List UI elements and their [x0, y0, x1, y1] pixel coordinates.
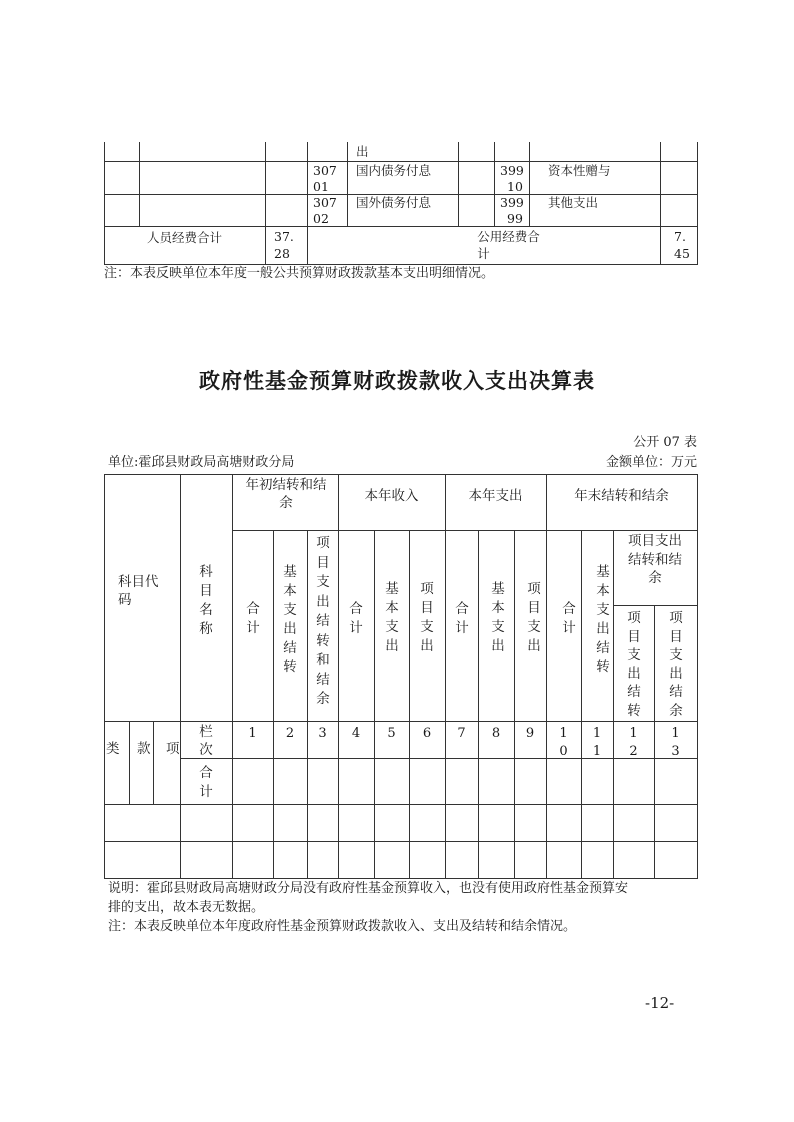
- header-closing-project-carry: 项目支出结转: [627, 610, 641, 719]
- vline: [153, 721, 154, 804]
- column-number-11: 1 1: [592, 726, 602, 759]
- vline: [338, 474, 339, 879]
- header-income-project: 项目支出: [420, 581, 434, 654]
- top-row-2-name-a: 国外债务付息: [356, 195, 432, 210]
- header-closing-total: 合计: [562, 601, 576, 636]
- hline: [104, 804, 698, 805]
- explanation-line-2: 排的支出，故本表无数据。: [108, 900, 265, 915]
- top-row-2-code-a-line2: 02: [313, 211, 329, 226]
- top-row-0-name-a: 出: [356, 144, 369, 159]
- top-row-2-code-b-line2: 99: [507, 211, 523, 226]
- hline: [232, 530, 698, 531]
- page-number: -12-: [645, 994, 675, 1012]
- header-expense-total: 合计: [455, 601, 469, 636]
- unit-label: 单位:霍邱县财政局高塘财政分局: [108, 455, 295, 470]
- hline: [104, 841, 698, 842]
- total-row-label: 合计: [199, 765, 213, 800]
- header-opening-basic-carry: 基本支出结转: [283, 564, 297, 675]
- column-number-1: 1: [248, 726, 257, 741]
- header-closing-balance: 年末结转和结余: [574, 488, 669, 504]
- top-row-1-code-b-line2: 10: [507, 179, 523, 194]
- vline: [180, 474, 181, 879]
- vline: [265, 142, 266, 265]
- vline: [445, 474, 446, 879]
- top-row-1-name-a: 国内债务付息: [356, 163, 432, 178]
- column-number-9: 9: [525, 726, 535, 741]
- hline: [104, 226, 698, 227]
- header-closing-project-carry-balance: 项目支出结转和结余: [628, 533, 682, 586]
- vline: [581, 530, 582, 879]
- hline: [104, 161, 698, 162]
- header-expense-project: 项目支出: [527, 581, 541, 654]
- top-row-2-code-b-line1: 399: [500, 195, 524, 210]
- column-number-12: 1 2: [629, 726, 638, 759]
- column-number-5: 5: [387, 726, 396, 741]
- sub-code-item: 项: [166, 741, 180, 757]
- top-table-note: 注：本表反映单位本年度一般公共预算财政拨款基本支出明细情况。: [104, 266, 495, 281]
- header-subject-code: 科目代码: [118, 574, 159, 608]
- top-row-1-code-a-line2: 01: [313, 179, 329, 194]
- header-income-total: 合计: [349, 601, 363, 636]
- public-total-value-line1: 7.: [674, 229, 686, 244]
- hline: [104, 878, 698, 879]
- top-row-1-name-b: 资本性赠与: [548, 163, 611, 178]
- public-total-label-line1: 公用经费合: [477, 229, 540, 244]
- column-number-10: 1 0: [559, 726, 568, 759]
- vline: [478, 530, 479, 879]
- header-annual-expense: 本年支出: [468, 488, 523, 504]
- vline: [514, 530, 515, 879]
- column-number-2: 2: [285, 726, 295, 741]
- vline: [232, 474, 233, 879]
- header-annual-income: 本年收入: [364, 488, 419, 504]
- top-row-2-name-b: 其他支出: [548, 195, 599, 210]
- vline: [104, 142, 105, 265]
- vline: [139, 142, 140, 227]
- sub-code-class: 类: [106, 741, 120, 757]
- column-number-4: 4: [351, 726, 361, 741]
- vline: [494, 142, 495, 227]
- vline: [697, 142, 698, 265]
- top-row-1-code-a-line1: 307: [313, 163, 337, 178]
- column-number-7: 7: [457, 726, 466, 741]
- top-row-2-code-a-line1: 307: [313, 195, 337, 210]
- column-number-6: 6: [422, 726, 432, 741]
- header-subject-name: 科目名称: [199, 564, 213, 637]
- top-row-1-code-b-line1: 399: [500, 163, 524, 178]
- hline: [104, 721, 698, 722]
- vline: [374, 530, 375, 879]
- vline: [613, 530, 614, 879]
- column-number-3: 3: [318, 726, 327, 741]
- column-index-label: 栏次: [199, 724, 213, 758]
- header-opening-balance: 年初结转和结余: [245, 477, 327, 511]
- column-number-13: 1 3: [671, 726, 680, 759]
- header-opening-project-carry-balance: 项目支出结转和结余: [316, 535, 330, 707]
- vline: [529, 142, 530, 227]
- vline: [660, 142, 661, 265]
- personnel-total-value-line1: 37.: [274, 229, 294, 244]
- sub-code-section: 款: [137, 741, 151, 757]
- vline: [347, 142, 348, 227]
- page-title: 政府性基金预算财政拨款收入支出决算表: [199, 369, 595, 393]
- vline: [458, 142, 459, 227]
- header-opening-total: 合计: [246, 601, 260, 636]
- header-expense-basic: 基本支出: [491, 581, 505, 654]
- hline: [613, 605, 698, 606]
- header-closing-project-balance: 项目支出结余: [669, 610, 683, 719]
- personnel-total-label: 人员经费合计: [146, 230, 222, 245]
- public-total-value-line2: 45: [674, 246, 690, 261]
- hline: [104, 474, 698, 475]
- public-total-label-line2: 计: [477, 246, 490, 261]
- vline: [409, 530, 410, 879]
- vline: [697, 474, 698, 879]
- explanation-line-1: 说明：霍邱县财政局高塘财政分局没有政府性基金预算收入，也没有使用政府性基金预算安: [108, 881, 629, 896]
- vline: [104, 474, 105, 879]
- personnel-total-value-line2: 28: [274, 246, 290, 261]
- vline: [273, 530, 274, 879]
- form-number: 公开 07 表: [633, 435, 697, 450]
- column-number-8: 8: [491, 726, 501, 741]
- vline: [129, 721, 130, 804]
- bottom-note: 注：本表反映单位本年度政府性基金预算财政拨款收入、支出及结转和结余情况。: [108, 919, 577, 934]
- header-closing-basic-carry: 基本支出结转: [596, 564, 610, 675]
- amount-unit-label: 金额单位：万元: [605, 455, 697, 470]
- vline: [546, 474, 547, 879]
- header-income-basic: 基本支出: [385, 581, 399, 654]
- vline: [307, 530, 308, 879]
